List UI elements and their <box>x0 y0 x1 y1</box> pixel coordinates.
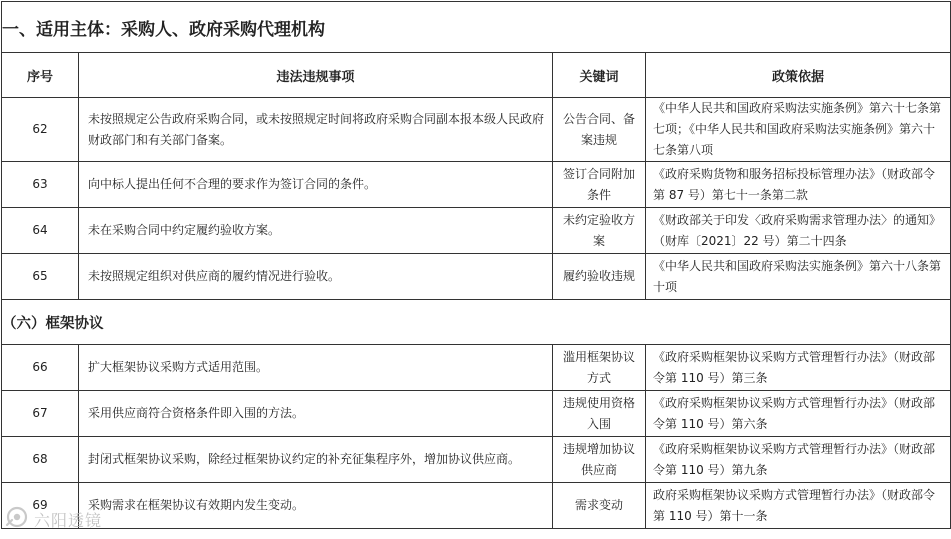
row-no: 65 <box>2 254 79 300</box>
section-title-row <box>2 2 951 53</box>
row-no: 69 <box>2 483 79 529</box>
row-no: 67 <box>2 391 79 437</box>
row-violation: 未按照规定公告政府采购合同，或未按照规定时间将政府采购合同副本报本级人民政府财政部门和有关部门备案。 <box>79 98 553 162</box>
table-row <box>2 162 951 208</box>
row-keyword: 公告合同、备案违规 <box>553 98 646 162</box>
header-keyword: 关键词 <box>553 53 646 98</box>
table-row <box>2 254 951 300</box>
row-basis: 《政府采购货物和服务招标投标管理办法》（财政部令第 87 号）第七十一条第二款 <box>646 162 951 208</box>
row-keyword: 违规使用资格入围 <box>553 391 646 437</box>
row-keyword: 履约验收违规 <box>553 254 646 300</box>
row-no: 64 <box>2 208 79 254</box>
row-no: 68 <box>2 437 79 483</box>
table-row <box>2 345 951 391</box>
row-violation: 未在采购合同中约定履约验收方案。 <box>79 208 553 254</box>
table-row <box>2 437 951 483</box>
row-no: 66 <box>2 345 79 391</box>
row-keyword: 违规增加协议供应商 <box>553 437 646 483</box>
row-keyword: 签订合同附加条件 <box>553 162 646 208</box>
row-basis: 《政府采购框架协议采购方式管理暂行办法》（财政部令第 110 号）第六条 <box>646 391 951 437</box>
subsection-title-row <box>2 300 951 345</box>
row-keyword: 未约定验收方案 <box>553 208 646 254</box>
row-violation: 扩大框架协议采购方式适用范围。 <box>79 345 553 391</box>
table-row <box>2 391 951 437</box>
row-basis: 《中华人民共和国政府采购法实施条例》第六十八条第十项 <box>646 254 951 300</box>
row-violation: 采用供应商符合资格条件即入围的方法。 <box>79 391 553 437</box>
watermark <box>4 504 102 534</box>
subsection-title: （六）框架协议 <box>2 300 951 345</box>
row-no: 62 <box>2 98 79 162</box>
table-row <box>2 98 951 162</box>
header-violation: 违法违规事项 <box>79 53 553 98</box>
header-basis: 政策依据 <box>646 53 951 98</box>
watermark-text: 六阳透镜 <box>34 510 103 530</box>
row-basis: 政府采购框架协议采购方式管理暂行办法》（财政部令第 110 号）第十一条 <box>646 483 951 529</box>
header-no: 序号 <box>2 53 79 98</box>
table-header-row <box>2 53 951 98</box>
row-basis: 《政府采购框架协议采购方式管理暂行办法》（财政部令第 110 号）第三条 <box>646 345 951 391</box>
row-violation: 采购需求在框架协议有效期内发生变动。 <box>79 483 553 529</box>
row-violation: 向中标人提出任何不合理的要求作为签订合同的条件。 <box>79 162 553 208</box>
row-violation: 未按照规定组织对供应商的履约情况进行验收。 <box>79 254 553 300</box>
section-title: 一、适用主体：采购人、政府采购代理机构 <box>2 2 951 53</box>
watermark-logo-icon <box>4 505 30 533</box>
row-basis: 《财政部关于印发〈政府采购需求管理办法〉的通知》（财库〔2021〕22 号）第二十四条 <box>646 208 951 254</box>
row-violation: 封闭式框架协议采购，除经过框架协议约定的补充征集程序外，增加协议供应商。 <box>79 437 553 483</box>
row-keyword: 滥用框架协议方式 <box>553 345 646 391</box>
row-basis: 《政府采购框架协议采购方式管理暂行办法》（财政部令第 110 号）第九条 <box>646 437 951 483</box>
policy-table <box>1 1 951 529</box>
row-no: 63 <box>2 162 79 208</box>
table-row <box>2 483 951 529</box>
row-keyword: 需求变动 <box>553 483 646 529</box>
table-row <box>2 208 951 254</box>
row-basis: 《中华人民共和国政府采购法实施条例》第六十七条第七项；《中华人民共和国政府采购法实施条例》第六十七条第八项 <box>646 98 951 162</box>
